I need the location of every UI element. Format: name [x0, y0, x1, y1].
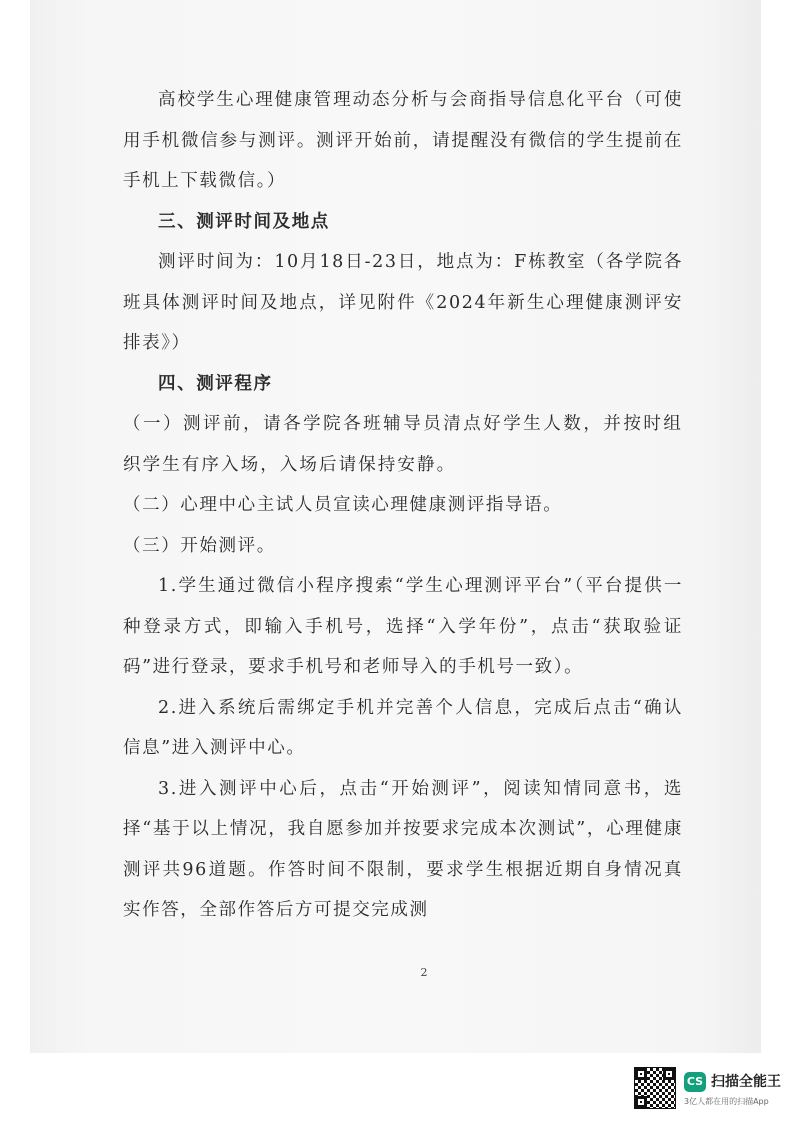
paragraph-item-1: 1.学生通过微信小程序搜索“学生心理测评平台”（平台提供一种登录方式，即输入手机号，选择“入学年份”，点击“获取验证码”进行登录，要求手机号和老师导入的手机号一致）。: [123, 576, 683, 677]
brand-name: 扫描全能王: [711, 1074, 781, 1090]
section-heading-time-location: 三、测评时间及地点: [158, 211, 330, 232]
brand-tagline: 3亿人都在用的扫描App: [684, 1097, 769, 1106]
page-number: 2: [420, 966, 428, 979]
paragraph-item-3: 3.进入测评中心后，点击“开始测评”，阅读知情同意书，选择“基于以上情况，我自愿参加并按要求完成本次测试”，心理健康测评共96道题。作答时间不限制，要求学生根据近期自身情况真实作答，全部作答后方可提交完成测: [123, 778, 683, 920]
qr-finder-icon: [635, 1068, 647, 1080]
paragraph-step-one: （一）测评前，请各学院各班辅导员清点好学生人数，并按时组织学生有序入场，入场后请保持安静。: [123, 414, 683, 475]
paragraph-step-two: （二）心理中心主试人员宣读心理健康测评指导语。: [123, 495, 563, 515]
paragraph-time-location: 测评时间为：10月18日-23日，地点为：F栋教室（各学院各班具体测评时间及地点，详见附件《2024年新生心理健康测评安排表》）: [123, 252, 683, 353]
paragraph-item-2: 2.进入系统后需绑定手机并完善个人信息，完成后点击“确认信息”进入测评中心。: [123, 697, 683, 758]
section-heading-procedure: 四、测评程序: [158, 373, 273, 394]
document-body: [123, 80, 683, 931]
qr-code-icon: [634, 1067, 676, 1109]
paragraph-step-three: （三）开始测评。: [123, 535, 276, 556]
paragraph-platform-note: 高校学生心理健康管理动态分析与会商指导信息化平台（可使用手机微信参与测评。测评开始前，请提醒没有微信的学生提前在手机上下载微信。）: [123, 90, 683, 191]
qr-finder-icon: [635, 1096, 647, 1108]
camscanner-logo-icon: CS: [684, 1072, 706, 1092]
scanned-page: [30, 0, 761, 1053]
qr-finder-icon: [663, 1068, 675, 1080]
